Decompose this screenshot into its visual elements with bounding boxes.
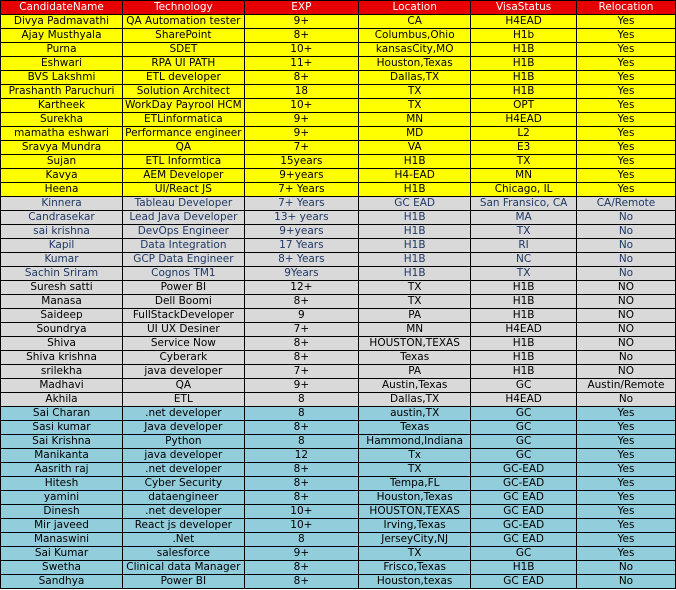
cell-location[interactable]: GC EAD bbox=[359, 197, 471, 211]
cell-relocation[interactable]: NO bbox=[576, 281, 675, 295]
cell-candidate-name[interactable]: Aasrith raj bbox=[1, 463, 123, 477]
cell-location[interactable]: H1B bbox=[359, 183, 471, 197]
cell-relocation[interactable]: NO bbox=[576, 365, 675, 379]
cell-exp[interactable]: 11+ bbox=[244, 57, 358, 71]
table-row bbox=[1, 547, 676, 561]
cell-visa-status[interactable]: H1B bbox=[471, 351, 577, 365]
cell-candidate-name[interactable]: Sai Charan bbox=[1, 407, 123, 421]
cell-candidate-name[interactable]: Eshwari bbox=[1, 57, 123, 71]
cell-exp[interactable]: 7+ Years bbox=[244, 183, 358, 197]
header-exp[interactable]: EXP bbox=[244, 1, 358, 15]
table-row bbox=[1, 295, 676, 309]
cell-location[interactable]: H4-EAD bbox=[359, 169, 471, 183]
table-row bbox=[1, 505, 676, 519]
cell-candidate-name[interactable]: Candrasekar bbox=[1, 211, 123, 225]
cell-technology[interactable]: Power BI bbox=[123, 575, 245, 589]
table-row bbox=[1, 561, 676, 575]
cell-technology[interactable]: ETL Informtica bbox=[123, 155, 245, 169]
cell-visa-status[interactable]: H1B bbox=[471, 57, 577, 71]
cell-technology[interactable]: SDET bbox=[123, 43, 245, 57]
cell-visa-status[interactable]: E3 bbox=[471, 141, 577, 155]
cell-visa-status[interactable]: GC bbox=[471, 421, 577, 435]
cell-visa-status[interactable]: GC bbox=[471, 379, 577, 393]
cell-visa-status[interactable]: GC bbox=[471, 547, 577, 561]
cell-exp[interactable]: 8+ bbox=[244, 29, 358, 43]
cell-location[interactable]: Tx bbox=[359, 449, 471, 463]
cell-candidate-name[interactable]: Surekha bbox=[1, 113, 123, 127]
cell-relocation[interactable]: No bbox=[576, 225, 675, 239]
cell-technology[interactable]: Python bbox=[123, 435, 245, 449]
cell-technology[interactable]: Java developer bbox=[123, 421, 245, 435]
cell-technology[interactable]: salesforce bbox=[123, 547, 245, 561]
cell-candidate-name[interactable]: Kavya bbox=[1, 169, 123, 183]
cell-technology[interactable]: Power BI bbox=[123, 281, 245, 295]
cell-technology[interactable]: React js developer bbox=[123, 519, 245, 533]
cell-exp[interactable]: 8+ bbox=[244, 295, 358, 309]
cell-exp[interactable]: 8+ bbox=[244, 477, 358, 491]
cell-location[interactable]: VA bbox=[359, 141, 471, 155]
cell-visa-status[interactable]: H1b bbox=[471, 29, 577, 43]
cell-candidate-name[interactable]: srilekha bbox=[1, 365, 123, 379]
cell-candidate-name[interactable]: Shiva krishna bbox=[1, 351, 123, 365]
cell-location[interactable]: Texas bbox=[359, 351, 471, 365]
table-row bbox=[1, 309, 676, 323]
cell-visa-status[interactable]: H4EAD bbox=[471, 15, 577, 29]
cell-exp[interactable]: 17 Years bbox=[244, 239, 358, 253]
cell-relocation[interactable]: NO bbox=[576, 323, 675, 337]
cell-exp[interactable]: 10+ bbox=[244, 43, 358, 57]
table-row bbox=[1, 85, 676, 99]
table-header bbox=[1, 1, 676, 15]
cell-location[interactable]: CA bbox=[359, 15, 471, 29]
cell-exp[interactable]: 7+ bbox=[244, 141, 358, 155]
cell-candidate-name[interactable]: Heena bbox=[1, 183, 123, 197]
cell-location[interactable]: H1B bbox=[359, 155, 471, 169]
cell-location[interactable]: H1B bbox=[359, 225, 471, 239]
table-row bbox=[1, 113, 676, 127]
cell-location[interactable]: TX bbox=[359, 99, 471, 113]
cell-exp[interactable]: 9+ bbox=[244, 15, 358, 29]
table-row bbox=[1, 211, 676, 225]
cell-visa-status[interactable]: H1B bbox=[471, 281, 577, 295]
cell-visa-status[interactable]: GC-EAD bbox=[471, 519, 577, 533]
cell-visa-status[interactable]: GC EAD bbox=[471, 533, 577, 547]
cell-exp[interactable]: 15years bbox=[244, 155, 358, 169]
cell-location[interactable]: TX bbox=[359, 547, 471, 561]
cell-technology[interactable]: Clinical data Manager bbox=[123, 561, 245, 575]
cell-exp[interactable]: 8+ bbox=[244, 575, 358, 589]
cell-location[interactable]: Columbus,Ohio bbox=[359, 29, 471, 43]
cell-visa-status[interactable]: Chicago, IL bbox=[471, 183, 577, 197]
cell-relocation[interactable]: Yes bbox=[576, 407, 675, 421]
cell-location[interactable]: H1B bbox=[359, 239, 471, 253]
cell-relocation[interactable]: No bbox=[576, 561, 675, 575]
cell-visa-status[interactable]: RI bbox=[471, 239, 577, 253]
cell-relocation[interactable]: Yes bbox=[576, 99, 675, 113]
header-visa-status[interactable]: VisaStatus bbox=[471, 1, 577, 15]
cell-location[interactable]: TX bbox=[359, 463, 471, 477]
cell-technology[interactable]: .net developer bbox=[123, 505, 245, 519]
cell-location[interactable]: PA bbox=[359, 365, 471, 379]
cell-relocation[interactable]: NO bbox=[576, 295, 675, 309]
table-row bbox=[1, 365, 676, 379]
cell-location[interactable]: PA bbox=[359, 309, 471, 323]
table-row bbox=[1, 29, 676, 43]
cell-exp[interactable]: 8+ bbox=[244, 421, 358, 435]
cell-exp[interactable]: 9+years bbox=[244, 169, 358, 183]
cell-location[interactable]: Houston,texas bbox=[359, 575, 471, 589]
cell-technology[interactable]: Solution Architect bbox=[123, 85, 245, 99]
cell-exp[interactable]: 9Years bbox=[244, 267, 358, 281]
header-technology[interactable]: Technology bbox=[123, 1, 245, 15]
cell-relocation[interactable]: Austin/Remote bbox=[576, 379, 675, 393]
table-row bbox=[1, 267, 676, 281]
cell-exp[interactable]: 10+ bbox=[244, 519, 358, 533]
cell-candidate-name[interactable]: Madhavi bbox=[1, 379, 123, 393]
cell-relocation[interactable]: Yes bbox=[576, 29, 675, 43]
cell-visa-status[interactable]: MN bbox=[471, 169, 577, 183]
cell-location[interactable]: TX bbox=[359, 85, 471, 99]
cell-location[interactable]: MN bbox=[359, 323, 471, 337]
table-row bbox=[1, 393, 676, 407]
cell-technology[interactable]: ETL bbox=[123, 393, 245, 407]
table-row bbox=[1, 239, 676, 253]
cell-technology[interactable]: Cyberark bbox=[123, 351, 245, 365]
cell-visa-status[interactable]: H4EAD bbox=[471, 113, 577, 127]
table-row bbox=[1, 407, 676, 421]
cell-exp[interactable]: 12+ bbox=[244, 281, 358, 295]
cell-visa-status[interactable]: GC bbox=[471, 449, 577, 463]
cell-relocation[interactable]: No bbox=[576, 253, 675, 267]
cell-location[interactable]: Austin,Texas bbox=[359, 379, 471, 393]
cell-technology[interactable]: dataengineer bbox=[123, 491, 245, 505]
cell-candidate-name[interactable]: Sachin Sriram bbox=[1, 267, 123, 281]
cell-visa-status[interactable]: GC EAD bbox=[471, 575, 577, 589]
cell-exp[interactable]: 12 bbox=[244, 449, 358, 463]
cell-location[interactable]: Hammond,Indiana bbox=[359, 435, 471, 449]
cell-visa-status[interactable]: GC bbox=[471, 435, 577, 449]
table-body bbox=[1, 15, 676, 589]
cell-candidate-name[interactable]: Dinesh bbox=[1, 505, 123, 519]
cell-technology[interactable]: QA Automation tester bbox=[123, 15, 245, 29]
table-row bbox=[1, 519, 676, 533]
cell-exp[interactable]: 8+ bbox=[244, 561, 358, 575]
table-row bbox=[1, 155, 676, 169]
cell-visa-status[interactable]: GC-EAD bbox=[471, 463, 577, 477]
cell-candidate-name[interactable]: Sai Krishna bbox=[1, 435, 123, 449]
cell-visa-status[interactable]: H1B bbox=[471, 309, 577, 323]
cell-exp[interactable]: 9+ bbox=[244, 127, 358, 141]
cell-candidate-name[interactable]: Sandhya bbox=[1, 575, 123, 589]
cell-candidate-name[interactable]: BVS Lakshmi bbox=[1, 71, 123, 85]
cell-exp[interactable]: 13+ years bbox=[244, 211, 358, 225]
cell-visa-status[interactable]: GC-EAD bbox=[471, 477, 577, 491]
cell-location[interactable]: H1B bbox=[359, 253, 471, 267]
table-row bbox=[1, 43, 676, 57]
cell-location[interactable]: Texas bbox=[359, 421, 471, 435]
cell-relocation[interactable]: No bbox=[576, 239, 675, 253]
cell-relocation[interactable]: No bbox=[576, 393, 675, 407]
cell-technology[interactable]: ETLinformatica bbox=[123, 113, 245, 127]
table-row bbox=[1, 71, 676, 85]
cell-technology[interactable]: Dell Boomi bbox=[123, 295, 245, 309]
cell-location[interactable]: JerseyCity,NJ bbox=[359, 533, 471, 547]
cell-relocation[interactable]: Yes bbox=[576, 15, 675, 29]
cell-candidate-name[interactable]: Ajay Musthyala bbox=[1, 29, 123, 43]
cell-candidate-name[interactable]: Akhila bbox=[1, 393, 123, 407]
table-row bbox=[1, 197, 676, 211]
cell-location[interactable]: Dallas,TX bbox=[359, 393, 471, 407]
cell-technology[interactable]: QA bbox=[123, 141, 245, 155]
cell-location[interactable]: Irving,Texas bbox=[359, 519, 471, 533]
cell-technology[interactable]: GCP Data Engineer bbox=[123, 253, 245, 267]
cell-candidate-name[interactable]: Manasa bbox=[1, 295, 123, 309]
cell-technology[interactable]: .net developer bbox=[123, 407, 245, 421]
cell-location[interactable]: Dallas,TX bbox=[359, 71, 471, 85]
cell-candidate-name[interactable]: Manikanta bbox=[1, 449, 123, 463]
cell-exp[interactable]: 9+ bbox=[244, 547, 358, 561]
cell-candidate-name[interactable]: Sravya Mundra bbox=[1, 141, 123, 155]
cell-visa-status[interactable]: OPT bbox=[471, 99, 577, 113]
cell-visa-status[interactable]: H1B bbox=[471, 365, 577, 379]
table-row bbox=[1, 225, 676, 239]
cell-location[interactable]: Frisco,Texas bbox=[359, 561, 471, 575]
cell-relocation[interactable]: Yes bbox=[576, 421, 675, 435]
cell-exp[interactable]: 7+ bbox=[244, 365, 358, 379]
cell-candidate-name[interactable]: Mir javeed bbox=[1, 519, 123, 533]
cell-exp[interactable]: 9+ bbox=[244, 113, 358, 127]
cell-exp[interactable]: 8+ bbox=[244, 491, 358, 505]
cell-exp[interactable]: 18 bbox=[244, 85, 358, 99]
cell-visa-status[interactable]: TX bbox=[471, 267, 577, 281]
cell-visa-status[interactable]: TX bbox=[471, 225, 577, 239]
cell-exp[interactable]: 7+ Years bbox=[244, 197, 358, 211]
cell-candidate-name[interactable]: Swetha bbox=[1, 561, 123, 575]
table-row bbox=[1, 281, 676, 295]
cell-location[interactable]: Tempa,FL bbox=[359, 477, 471, 491]
cell-technology[interactable]: java developer bbox=[123, 365, 245, 379]
cell-relocation[interactable]: Yes bbox=[576, 463, 675, 477]
cell-candidate-name[interactable]: Kartheek bbox=[1, 99, 123, 113]
cell-candidate-name[interactable]: Shiva bbox=[1, 337, 123, 351]
cell-exp[interactable]: 8 bbox=[244, 435, 358, 449]
cell-technology[interactable]: .net developer bbox=[123, 463, 245, 477]
cell-candidate-name[interactable]: Prashanth Paruchuri bbox=[1, 85, 123, 99]
cell-visa-status[interactable]: TX bbox=[471, 155, 577, 169]
cell-candidate-name[interactable]: Kapil bbox=[1, 239, 123, 253]
table-row bbox=[1, 99, 676, 113]
cell-relocation[interactable]: Yes bbox=[576, 169, 675, 183]
table-row bbox=[1, 435, 676, 449]
cell-candidate-name[interactable]: yamini bbox=[1, 491, 123, 505]
cell-location[interactable]: HOUSTON,TEXAS bbox=[359, 337, 471, 351]
cell-relocation[interactable]: Yes bbox=[576, 533, 675, 547]
cell-candidate-name[interactable]: Hitesh bbox=[1, 477, 123, 491]
cell-technology[interactable]: UI UX Desiner bbox=[123, 323, 245, 337]
table-row bbox=[1, 253, 676, 267]
cell-relocation[interactable]: Yes bbox=[576, 547, 675, 561]
cell-relocation[interactable]: Yes bbox=[576, 449, 675, 463]
table-row bbox=[1, 463, 676, 477]
table-row bbox=[1, 323, 676, 337]
cell-candidate-name[interactable]: Sai Kumar bbox=[1, 547, 123, 561]
cell-visa-status[interactable]: H1B bbox=[471, 295, 577, 309]
cell-location[interactable]: H1B bbox=[359, 211, 471, 225]
cell-visa-status[interactable]: H1B bbox=[471, 43, 577, 57]
cell-candidate-name[interactable]: Kumar bbox=[1, 253, 123, 267]
cell-relocation[interactable]: No bbox=[576, 351, 675, 365]
cell-candidate-name[interactable]: Manaswini bbox=[1, 533, 123, 547]
cell-candidate-name[interactable]: Sasi kumar bbox=[1, 421, 123, 435]
cell-relocation[interactable]: Yes bbox=[576, 71, 675, 85]
cell-exp[interactable]: 8 bbox=[244, 407, 358, 421]
table-row bbox=[1, 379, 676, 393]
cell-exp[interactable]: 7+ bbox=[244, 323, 358, 337]
cell-exp[interactable]: 8+ bbox=[244, 337, 358, 351]
cell-visa-status[interactable]: H4EAD bbox=[471, 323, 577, 337]
header-relocation[interactable]: Relocation bbox=[576, 1, 675, 15]
cell-exp[interactable]: 8 bbox=[244, 533, 358, 547]
cell-location[interactable]: MD bbox=[359, 127, 471, 141]
cell-location[interactable]: austin,TX bbox=[359, 407, 471, 421]
cell-exp[interactable]: 10+ bbox=[244, 505, 358, 519]
cell-visa-status[interactable]: GC bbox=[471, 407, 577, 421]
cell-relocation[interactable]: NO bbox=[576, 309, 675, 323]
cell-relocation[interactable]: Yes bbox=[576, 491, 675, 505]
cell-technology[interactable]: .Net bbox=[123, 533, 245, 547]
cell-relocation[interactable]: Yes bbox=[576, 435, 675, 449]
cell-technology[interactable]: RPA UI PATH bbox=[123, 57, 245, 71]
cell-visa-status[interactable]: H4EAD bbox=[471, 393, 577, 407]
cell-candidate-name[interactable]: mamatha eshwari bbox=[1, 127, 123, 141]
cell-location[interactable]: MN bbox=[359, 113, 471, 127]
table-row bbox=[1, 421, 676, 435]
cell-visa-status[interactable]: H1B bbox=[471, 561, 577, 575]
cell-technology[interactable]: DevOps Engineer bbox=[123, 225, 245, 239]
cell-candidate-name[interactable]: Sujan bbox=[1, 155, 123, 169]
cell-exp[interactable]: 9 bbox=[244, 309, 358, 323]
cell-technology[interactable]: Tableau Developer bbox=[123, 197, 245, 211]
cell-technology[interactable]: WorkDay Payrool HCM bbox=[123, 99, 245, 113]
table-row bbox=[1, 449, 676, 463]
cell-candidate-name[interactable]: Soundrya bbox=[1, 323, 123, 337]
cell-exp[interactable]: 8+ Years bbox=[244, 253, 358, 267]
cell-exp[interactable]: 8+ bbox=[244, 351, 358, 365]
cell-technology[interactable]: Cognos TM1 bbox=[123, 267, 245, 281]
cell-technology[interactable]: Service Now bbox=[123, 337, 245, 351]
cell-exp[interactable]: 8+ bbox=[244, 71, 358, 85]
cell-relocation[interactable]: Yes bbox=[576, 113, 675, 127]
cell-visa-status[interactable]: MA bbox=[471, 211, 577, 225]
cell-visa-status[interactable]: H1B bbox=[471, 337, 577, 351]
cell-technology[interactable]: Cyber Security bbox=[123, 477, 245, 491]
header-location[interactable]: Location bbox=[359, 1, 471, 15]
cell-technology[interactable]: UI/React JS bbox=[123, 183, 245, 197]
table-row bbox=[1, 169, 676, 183]
cell-technology[interactable]: Data Integration bbox=[123, 239, 245, 253]
cell-relocation[interactable]: Yes bbox=[576, 477, 675, 491]
cell-exp[interactable]: 8+ bbox=[244, 463, 358, 477]
cell-location[interactable]: TX bbox=[359, 295, 471, 309]
table-row bbox=[1, 141, 676, 155]
table-row bbox=[1, 57, 676, 71]
cell-relocation[interactable]: Yes bbox=[576, 519, 675, 533]
cell-location[interactable]: kansasCity,MO bbox=[359, 43, 471, 57]
cell-location[interactable]: TX bbox=[359, 281, 471, 295]
cell-relocation[interactable]: NO bbox=[576, 337, 675, 351]
cell-technology[interactable]: SharePoint bbox=[123, 29, 245, 43]
table-row bbox=[1, 337, 676, 351]
table-row bbox=[1, 15, 676, 29]
cell-location[interactable]: H1B bbox=[359, 267, 471, 281]
cell-technology[interactable]: QA bbox=[123, 379, 245, 393]
cell-exp[interactable]: 10+ bbox=[244, 99, 358, 113]
cell-relocation[interactable]: No bbox=[576, 575, 675, 589]
cell-relocation[interactable]: Yes bbox=[576, 85, 675, 99]
cell-visa-status[interactable]: GC EAD bbox=[471, 491, 577, 505]
table-row bbox=[1, 127, 676, 141]
cell-technology[interactable]: ETL developer bbox=[123, 71, 245, 85]
header-row bbox=[1, 1, 676, 15]
cell-exp[interactable]: 9+years bbox=[244, 225, 358, 239]
cell-relocation[interactable]: No bbox=[576, 267, 675, 281]
cell-relocation[interactable]: Yes bbox=[576, 505, 675, 519]
cell-technology[interactable]: java developer bbox=[123, 449, 245, 463]
cell-candidate-name[interactable]: Saideep bbox=[1, 309, 123, 323]
cell-candidate-name[interactable]: Divya Padmavathi bbox=[1, 15, 123, 29]
cell-visa-status[interactable]: H1B bbox=[471, 71, 577, 85]
table-row bbox=[1, 533, 676, 547]
cell-technology[interactable]: AEM Developer bbox=[123, 169, 245, 183]
cell-location[interactable]: Houston,Texas bbox=[359, 57, 471, 71]
table-row bbox=[1, 491, 676, 505]
header-candidate-name[interactable]: CandidateName bbox=[1, 1, 123, 15]
cell-technology[interactable]: Lead Java Developer bbox=[123, 211, 245, 225]
cell-relocation[interactable]: CA/Remote bbox=[576, 197, 675, 211]
cell-visa-status[interactable]: NC bbox=[471, 253, 577, 267]
cell-relocation[interactable]: Yes bbox=[576, 43, 675, 57]
cell-candidate-name[interactable]: Suresh satti bbox=[1, 281, 123, 295]
cell-candidate-name[interactable]: Kinnera bbox=[1, 197, 123, 211]
cell-visa-status[interactable]: San Fransico, CA bbox=[471, 197, 577, 211]
cell-candidate-name[interactable]: sai krishna bbox=[1, 225, 123, 239]
cell-exp[interactable]: 8 bbox=[244, 393, 358, 407]
cell-location[interactable]: Houston,Texas bbox=[359, 491, 471, 505]
table-row bbox=[1, 477, 676, 491]
table-row bbox=[1, 183, 676, 197]
cell-technology[interactable]: FullStackDeveloper bbox=[123, 309, 245, 323]
cell-relocation[interactable]: Yes bbox=[576, 183, 675, 197]
cell-relocation[interactable]: Yes bbox=[576, 127, 675, 141]
cell-candidate-name[interactable]: Purna bbox=[1, 43, 123, 57]
cell-visa-status[interactable]: H1B bbox=[471, 85, 577, 99]
cell-location[interactable]: HOUSTON,TEXAS bbox=[359, 505, 471, 519]
cell-relocation[interactable]: Yes bbox=[576, 57, 675, 71]
cell-technology[interactable]: Performance engineer bbox=[123, 127, 245, 141]
cell-relocation[interactable]: No bbox=[576, 211, 675, 225]
cell-visa-status[interactable]: GC EAD bbox=[471, 505, 577, 519]
cell-relocation[interactable]: Yes bbox=[576, 155, 675, 169]
cell-exp[interactable]: 9+ bbox=[244, 379, 358, 393]
table-row bbox=[1, 351, 676, 365]
table-row bbox=[1, 575, 676, 589]
cell-visa-status[interactable]: L2 bbox=[471, 127, 577, 141]
cell-relocation[interactable]: Yes bbox=[576, 141, 675, 155]
